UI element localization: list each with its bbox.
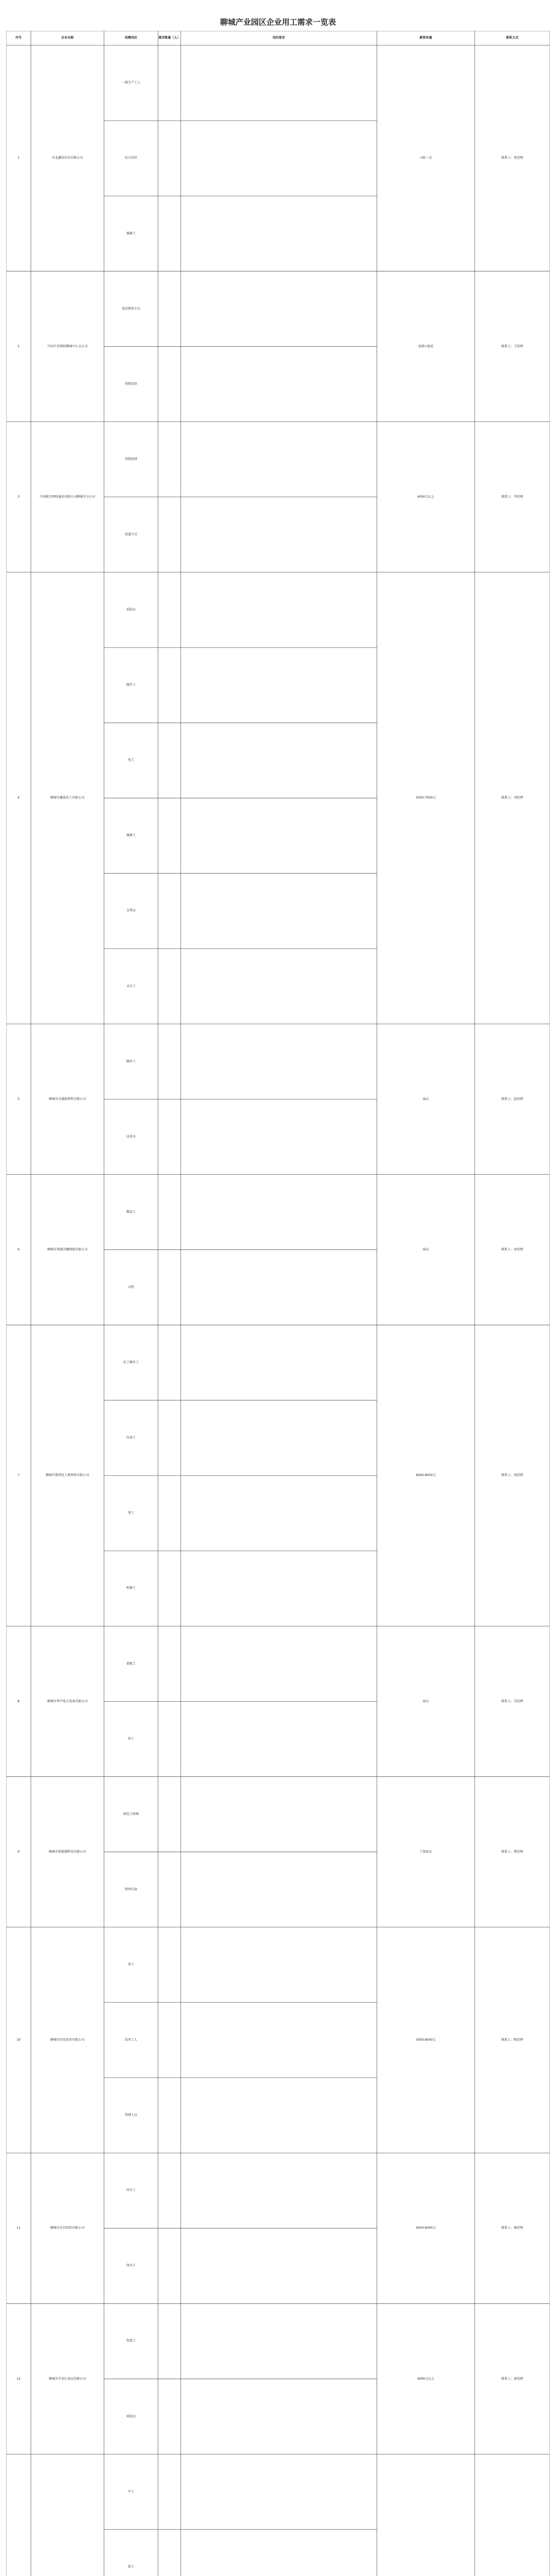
- position-name: 质检员: [126, 608, 136, 612]
- company-contact: 联系人：黄经理: [501, 2377, 523, 2381]
- company-salary: 面议: [422, 1247, 429, 1251]
- position-name: 维修工: [126, 231, 136, 235]
- company-contact: 联系人：周经理: [501, 1473, 523, 1478]
- position-name: 仓管员: [126, 909, 136, 913]
- position-name: 操作工: [126, 1059, 136, 1063]
- company-contact: 联系人：孙经理: [501, 1247, 523, 1251]
- company-name: 聊城市鑫海化工有限公司: [50, 796, 84, 800]
- company-salary: 面议: [422, 1097, 429, 1101]
- company-contact: 联系人：杨经理: [501, 2226, 523, 2230]
- company-salary: 五险一金: [419, 156, 432, 160]
- company-seq: 2: [18, 344, 20, 348]
- company-seq: [6, 2454, 31, 2576]
- header-position: 招聘岗位: [125, 36, 137, 40]
- company-seq: 3: [18, 495, 20, 499]
- company-salary: 面议: [422, 1699, 429, 1703]
- header-seq: 序号: [15, 36, 22, 40]
- header-salary: 薪资待遇: [419, 36, 432, 40]
- position-name: 化工操作工: [123, 1361, 139, 1365]
- header-contact: 联系方式: [506, 36, 518, 40]
- position-name: 包装工: [126, 2339, 136, 2343]
- company-contact: 联系人：赵经理: [501, 1097, 523, 1101]
- company-name: 聊城市信发铝业有限公司: [50, 2038, 84, 2042]
- company-contact: 联系人：刘经理: [501, 796, 523, 800]
- position-name: 技术工人: [125, 2038, 137, 2042]
- company-salary: 4500-6000元: [415, 2226, 436, 2230]
- page-title: 聊城产业园区企业用工需求一览表: [220, 18, 336, 27]
- company-contact: [475, 2454, 550, 2576]
- position-name: 营销经理: [125, 457, 137, 461]
- company-salary: [377, 2454, 475, 2576]
- company-seq: 6: [18, 1247, 20, 1251]
- header-count: 需求数量（人）: [158, 36, 180, 40]
- company-contact: 联系人：李经理: [501, 495, 523, 499]
- company-salary: 4000元以上: [417, 2377, 435, 2381]
- company-seq: 11: [16, 2226, 21, 2230]
- company-seq: 8: [18, 1699, 20, 1703]
- company-seq: 12: [16, 2377, 21, 2381]
- company-seq: 4: [18, 796, 20, 800]
- position-name: 电工: [128, 1511, 134, 1515]
- company-name: 河北鑫宏冶金有限公司: [51, 156, 83, 160]
- position-name: 普工: [128, 1962, 134, 1967]
- company-salary: 4000元以上: [417, 495, 435, 499]
- header-company: 企业名称: [61, 36, 74, 40]
- position-name: 铣工: [128, 2565, 134, 2569]
- company-seq: 7: [18, 1473, 20, 1478]
- position-name: 焊工: [128, 1737, 134, 1741]
- company-salary: 5000-8000元: [415, 2038, 436, 2042]
- company-name: 聊城市东昌纺织有限公司: [50, 2226, 84, 2230]
- company-salary: 6000-8000元: [415, 1473, 436, 1478]
- position-name: 保全工: [126, 2264, 136, 2268]
- position-name: 研发工程师: [123, 1812, 139, 1816]
- position-name: 一线生产工人: [121, 81, 141, 85]
- position-name: 质检员: [126, 2414, 136, 2418]
- position-name: 搬运工: [126, 1210, 136, 1214]
- position-name: 技术员: [126, 1134, 136, 1139]
- company-name: 中国平安财险聊城中心支公司: [47, 344, 88, 348]
- company-name: 中国联合网络通信有限公司聊城市分公司: [39, 495, 95, 499]
- position-name: 综合岗位: [125, 156, 137, 160]
- company-contact: 联系人：王经理: [501, 344, 523, 348]
- company-contact: 联系人：吴经理: [501, 1699, 523, 1703]
- company-name: 聊城市开发区食品有限公司: [48, 2377, 86, 2381]
- position-name: 电话销售专员: [121, 307, 141, 311]
- company-salary: 工资面议: [419, 1850, 432, 1854]
- company-contact: 联系人：郑经理: [501, 1850, 523, 1854]
- header-requirement: 岗位要求: [272, 36, 285, 40]
- position-name: 管理人员: [125, 2113, 137, 2117]
- recruitment-table: [6, 31, 550, 2576]
- company-seq: 5: [18, 1097, 20, 1101]
- company-seq: 1: [18, 156, 20, 160]
- company-name: 聊城市金盛新材料有限公司: [48, 1097, 86, 1101]
- position-name: 维修工: [126, 834, 136, 838]
- position-name: 叉车工: [126, 984, 136, 988]
- position-name: 挡车工: [126, 2189, 136, 2193]
- position-name: 电工: [128, 758, 134, 762]
- position-name: 车工: [128, 2489, 134, 2494]
- company-name: [31, 2454, 104, 2576]
- position-name: 渠道专员: [125, 532, 137, 536]
- position-name: 装配工: [126, 1662, 136, 1666]
- position-name: 机修工: [126, 1586, 136, 1590]
- company-name: 聊城市鲁西化工新材料有限公司: [45, 1473, 89, 1478]
- company-contact: 联系人：陈经理: [501, 2038, 523, 2042]
- position-name: 司机: [128, 1285, 134, 1289]
- company-name: 聊城市翔盛冷藏物流有限公司: [47, 1247, 88, 1251]
- position-name: 仪表工: [126, 1436, 136, 1440]
- position-name: 操作工: [126, 683, 136, 687]
- position-name: 营销岗位: [125, 382, 137, 386]
- company-salary: 5000-7000元: [415, 796, 436, 800]
- company-name: 聊城市新能源科技有限公司: [48, 1850, 86, 1854]
- company-contact: 联系人：张经理: [501, 156, 523, 160]
- company-name: 聊城市华宇电力设备有限公司: [47, 1699, 88, 1703]
- company-seq: 10: [16, 2038, 21, 2042]
- position-name: 销售代表: [125, 1887, 137, 1891]
- company-salary: 底薪+提成: [418, 344, 433, 348]
- company-seq: 9: [18, 1850, 20, 1854]
